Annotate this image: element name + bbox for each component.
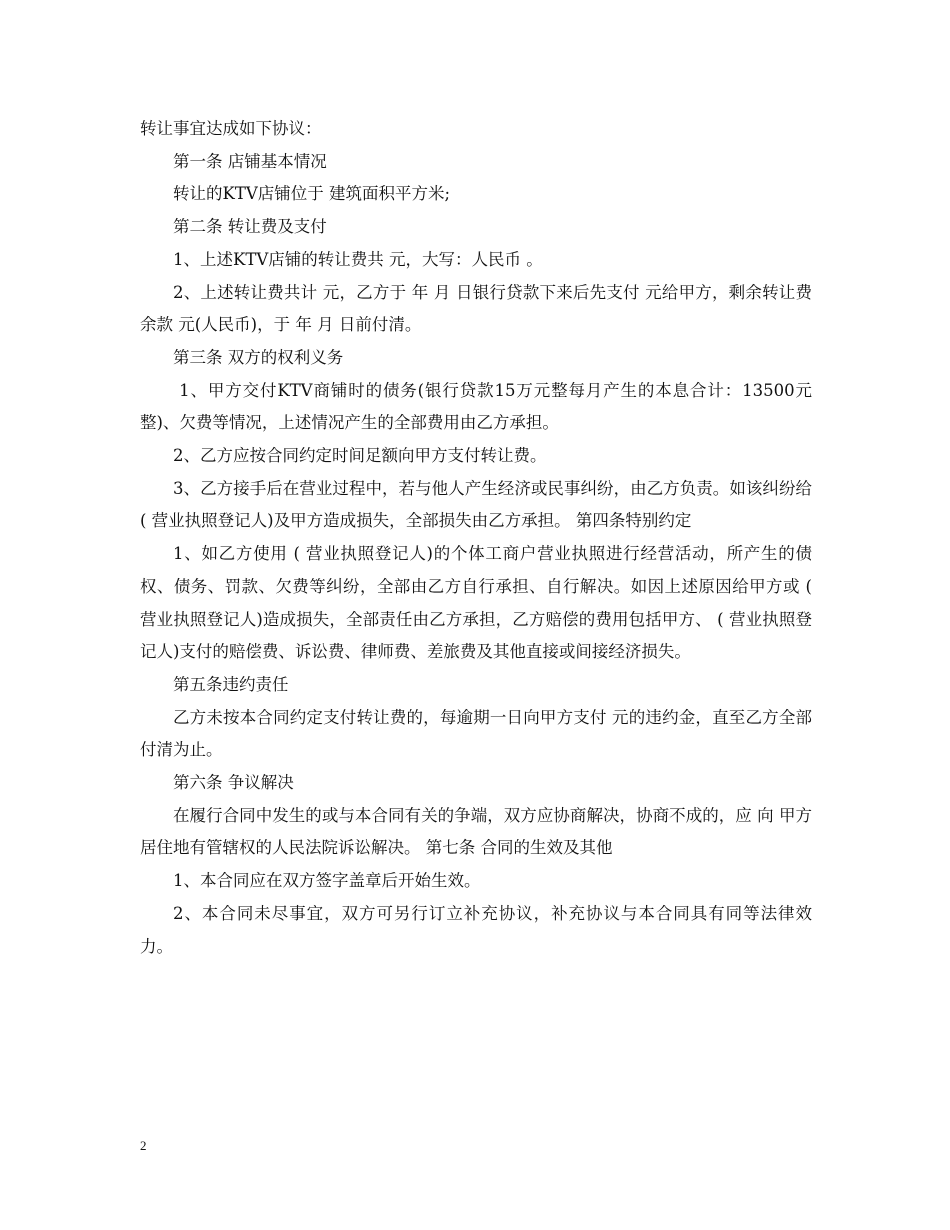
paragraph: 在履行合同中发生的或与本合同有关的争端，双方应协商解决，协商不成的，应 向 甲方居住地有管辖权的人民法院诉讼解决。 第七条 合同的生效及其他: [140, 805, 812, 858]
paragraph: 2、本合同未尽事宜，双方可另行订立补充协议，补充协议与本合同具有同等法律效 力。: [140, 903, 818, 956]
paragraph: 1、上述KTV店铺的转让费共 元，大写：人民币 。: [173, 249, 543, 269]
document-body: [140, 113, 818, 963]
paragraph: 3、乙方接手后在营业过程中，若与他人产生经济或民事纠纷，由乙方负责。如该纠纷给( 营业执照登记人)及甲方造成损失，全部损失由乙方承担。 第四条特别约定: [140, 478, 812, 531]
paragraph: 转让事宜达成如下协议：: [140, 119, 322, 138]
paragraph: 第三条 双方的权利义务: [173, 347, 344, 367]
paragraph: 2、上述转让费共计 元，乙方于 年 月 日银行贷款下来后先支付 元给甲方，剩余转让费余款 元(人民币)，于 年 月 日前付清。: [140, 282, 812, 335]
page-number: 2: [140, 1138, 147, 1153]
paragraph: 2、乙方应按合同约定时间足额向甲方支付转让费。: [173, 446, 547, 466]
paragraph: 第二条 转让费及支付: [173, 217, 327, 237]
paragraph: 第六条 争议解决: [173, 773, 294, 793]
paragraph: 乙方未按本合同约定支付转让费的，每逾期一日向甲方支付 元的违约金，直至乙方全部 付清为止。: [140, 707, 818, 760]
paragraph: 1、本合同应在双方签字盖章后开始生效。: [173, 871, 481, 891]
paragraph: 转让的KTV店铺位于 建筑面积平方米;: [173, 184, 451, 204]
paragraph: 第一条 店铺基本情况: [173, 151, 327, 171]
paragraph: 1、如乙方使用 ( 营业执照登记人)的个体工商户营业执照进行经营活动，所产生的债权、债务、罚款、欠费等纠纷，全部由乙方自行承担、自行解决。如因上述原因给甲方或 ( 营业执照登记人)造成损失，全部责任由乙方承担，乙方赔偿的费用包括甲方、 ( 营业执照登记人)支付的赔偿费、诉讼费、律师费、差旅费及其他直接或间接经济损失。: [140, 544, 818, 662]
paragraph: 第五条违约责任: [173, 674, 289, 694]
paragraph: 1、甲方交付KTV商铺时的债务(银行贷款15万元整每月产生的本息合计：13500元整)、欠费等情况，上述情况产生的全部费用由乙方承担。: [140, 380, 813, 433]
